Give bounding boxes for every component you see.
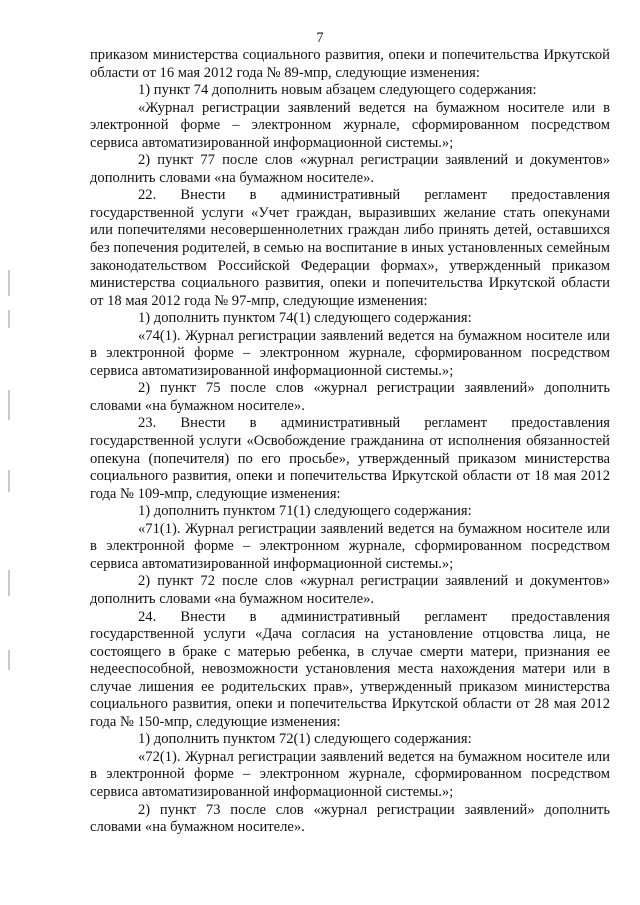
paragraph: 2) пункт 77 после слов «журнал регистрации заявлений и документов» дополнить словами «на бумажном носителе». [90, 152, 610, 186]
paragraph: 2) пункт 72 после слов «журнал регистрации заявлений и документов» дополнить словами «на бумажном носителе». [90, 573, 610, 607]
scan-margin-marks [8, 270, 14, 690]
paragraph: 22. Внести в административный регламент предоставления государственной услуги «Учет граждан, выразивших желание стать опекунами или попечителями несовершеннолетних граждан либо принять детей, оставшихся без попечения родителей, в семью на воспитание в иных установленных семейным законодательством Российской Федерации формах», утвержденный приказом министерства социального развития, опеки и попечительства Иркутской области от 18 мая 2012 года № 97-мпр, следующие изменения: [90, 187, 610, 309]
page-number: 7 [316, 30, 324, 46]
paragraph: 1) пункт 74 дополнить новым абзацем следующего содержания: [138, 82, 537, 99]
paragraph: 2) пункт 75 после слов «журнал регистрации заявлений» дополнить словами «на бумажном носителе». [90, 380, 610, 414]
document-body [90, 47, 610, 837]
paragraph: 24. Внести в административный регламент предоставления государственной услуги «Дача согласия на установление отцовства лица, не состоящего в браке с матерью ребенка, в случае смерти матери, признания ее недееспособной, невозможности установления места нахождения матери или в случае лишения ее родительских прав», утвержденный приказом министерства социального развития, опеки и попечительства Иркутской области от 28 мая 2012 года № 150-мпр, следующие изменения: [90, 608, 610, 730]
paragraph: 1) дополнить пунктом 71(1) следующего содержания: [138, 503, 472, 520]
paragraph: приказом министерства социального развития, опеки и попечительства Иркутской области от 16 мая 2012 года № 89-мпр, следующие изменения: [90, 47, 610, 81]
paragraph: «Журнал регистрации заявлений ведется на бумажном носителе или в электронной форме – электронном журнале, сформированном посредством сервиса автоматизированной информационной системы.»; [90, 99, 610, 151]
paragraph: 1) дополнить пунктом 72(1) следующего содержания: [138, 731, 472, 748]
paragraph: «71(1). Журнал регистрации заявлений ведется на бумажном носителе или в электронной форме – электронном журнале, сформированном посредством сервиса автоматизированной информационной системы.»; [90, 520, 610, 572]
paragraph: 1) дополнить пунктом 74(1) следующего содержания: [138, 310, 472, 327]
paragraph: «74(1). Журнал регистрации заявлений ведется на бумажном носителе или в электронной форме – электронном журнале, сформированном посредством сервиса автоматизированной информационной системы.»; [90, 327, 610, 379]
paragraph: «72(1). Журнал регистрации заявлений ведется на бумажном носителе или в электронной форме – электронном журнале, сформированном посредством сервиса автоматизированной информационной системы.»; [90, 748, 610, 800]
paragraph: 2) пункт 73 после слов «журнал регистрации заявлений» дополнить словами «на бумажном носителе». [90, 801, 610, 836]
paragraph: 23. Внести в административный регламент предоставления государственной услуги «Освобождение гражданина от исполнения обязанностей опекуна (попечителя) по его просьбе», утвержденный приказом министерства социального развития, опеки и попечительства Иркутской области от 18 мая 2012 года № 109-мпр, следующие изменения: [90, 415, 610, 502]
